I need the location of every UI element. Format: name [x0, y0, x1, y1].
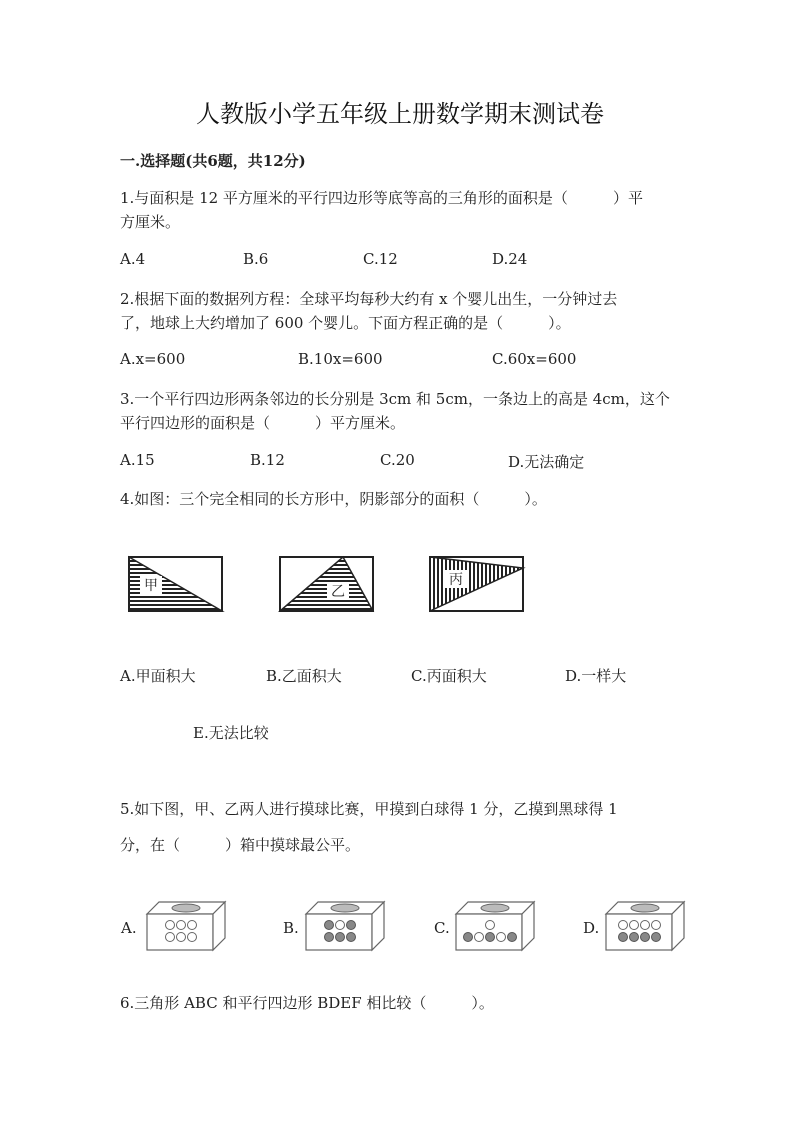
q4-option-a[interactable]: A.甲面积大 [120, 667, 196, 685]
question-5-line-1: 5.如下图，甲、乙两人进行摸球比赛，甲摸到白球得 1 分，乙摸到黑球得 1 [120, 800, 618, 818]
ball-box-d [604, 900, 686, 952]
q5-box-label-b[interactable]: B. [283, 919, 299, 937]
figure-bing [429, 556, 525, 612]
q4-option-d[interactable]: D.一样大 [565, 667, 627, 685]
ball-box-a [145, 900, 227, 952]
q5-box-label-d[interactable]: D. [583, 919, 600, 937]
question-6-line-1: 6.三角形 ABC 和平行四边形 BDEF 相比较（ ）。 [120, 994, 494, 1012]
figure-yi [279, 556, 375, 612]
q3-option-d[interactable]: D.无法确定 [508, 453, 585, 471]
q1-option-c[interactable]: C.12 [363, 250, 398, 268]
q5-box-label-a[interactable]: A. [121, 919, 137, 937]
q2-option-a[interactable]: A.x=600 [120, 350, 186, 368]
q4-option-c[interactable]: C.丙面积大 [411, 667, 487, 685]
question-1-line-1: 1.与面积是 12 平方厘米的平行四边形等底等高的三角形的面积是（ ）平 [120, 189, 643, 207]
ball-box-c [454, 900, 536, 952]
q3-option-b[interactable]: B.12 [250, 451, 285, 469]
q3-option-c[interactable]: C.20 [380, 451, 415, 469]
figure-label-yi: 乙 [331, 584, 345, 600]
q2-option-b[interactable]: B.10x=600 [298, 350, 383, 368]
q4-option-e[interactable]: E.无法比较 [193, 724, 269, 742]
q3-option-a[interactable]: A.15 [120, 451, 155, 469]
question-1-line-2: 方厘米。 [120, 213, 181, 231]
ball-box-b [304, 900, 386, 952]
figure-label-bing: 丙 [449, 572, 463, 588]
q5-box-label-c[interactable]: C. [434, 919, 450, 937]
q2-option-c[interactable]: C.60x=600 [492, 350, 577, 368]
question-2-line-2: 了，地球上大约增加了 600 个婴儿。下面方程正确的是（ ）。 [120, 314, 571, 332]
question-3-line-2: 平行四边形的面积是（ ）平方厘米。 [120, 414, 406, 432]
q4-option-b[interactable]: B.乙面积大 [266, 667, 342, 685]
q1-option-a[interactable]: A.4 [120, 250, 146, 268]
question-2-line-1: 2.根据下面的数据列方程：全球平均每秒大约有 x 个婴儿出生，一分钟过去 [120, 290, 618, 308]
figure-jia [128, 556, 224, 612]
page-title: 人教版小学五年级上册数学期末测试卷 [196, 100, 604, 128]
q1-option-b[interactable]: B.6 [243, 250, 269, 268]
question-3-line-1: 3.一个平行四边形两条邻边的长分别是 3cm 和 5cm，一条边上的高是 4cm，这个 [120, 390, 670, 408]
figure-label-jia: 甲 [144, 578, 158, 594]
section-heading: 一.选择题(共6题，共12分) [120, 152, 306, 170]
question-5-line-2: 分，在（ ）箱中摸球最公平。 [120, 836, 361, 854]
question-4-line-1: 4.如图：三个完全相同的长方形中，阴影部分的面积（ ）。 [120, 490, 547, 508]
q1-option-d[interactable]: D.24 [492, 250, 528, 268]
